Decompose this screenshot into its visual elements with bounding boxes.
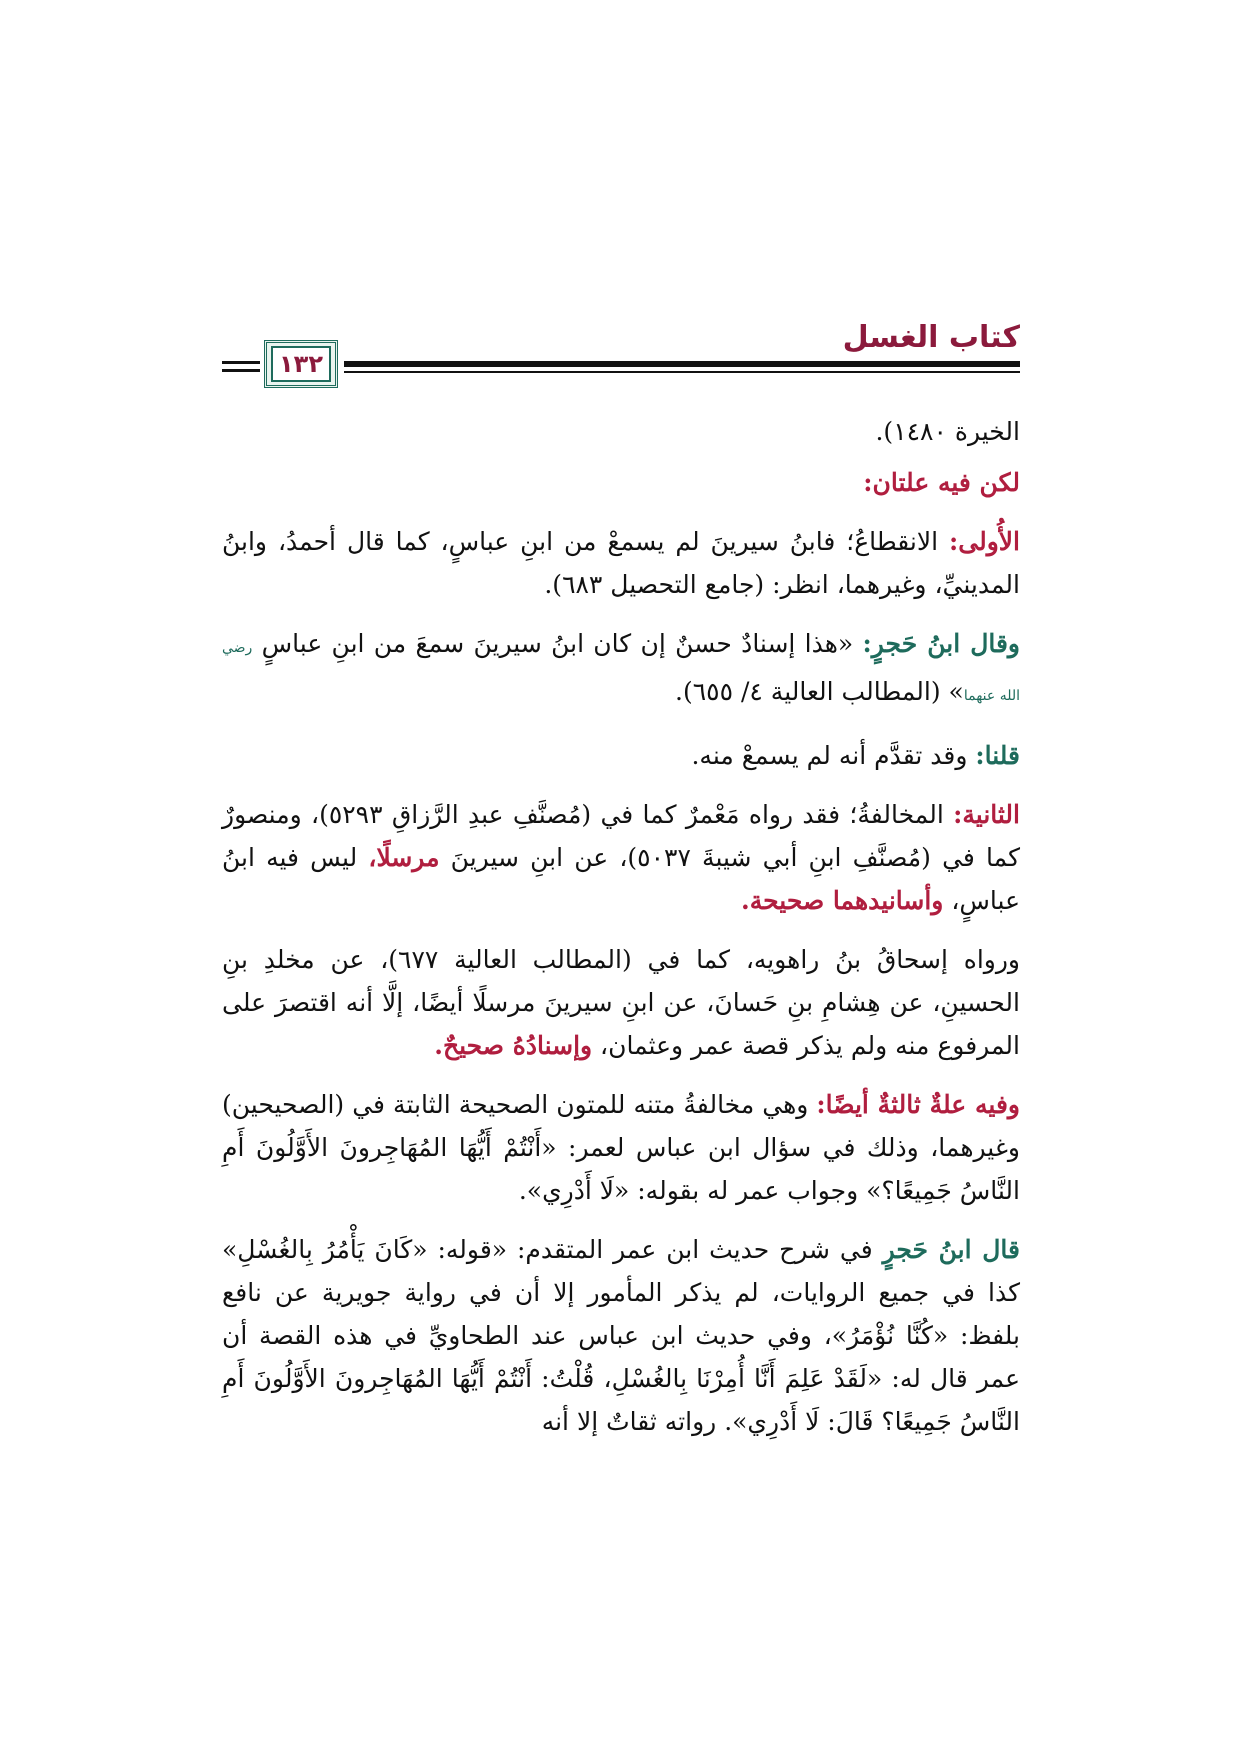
second-defect-text-2: ليس فيه ابنُ عباسٍ، — [222, 843, 1020, 915]
book-title: كتاب الغسل — [842, 320, 1020, 355]
header-rule-left-bottom — [222, 369, 260, 372]
second-defect-text-1: المخالفةُ؛ فقد رواه مَعْمرٌ كما في (مُصنَّفِ عبدِ الرَّزاقِ ٥٢٩٣)، ومنصورٌ كما في (مُصنَّفِ ابنِ أبي شيبةَ ٥٠٣٧)، عن ابنِ سيرينَ — [222, 800, 1020, 872]
page-number-badge — [264, 340, 338, 388]
page-header — [222, 318, 1020, 388]
first-defect-text: الانقطاعُ؛ فابنُ سيرينَ لم يسمعْ من ابنِ عباسٍ، كما قال أحمدُ، وابنُ المدينيِّ، وغيرهما، انظر: (جامع التحصيل ٦٨٣). — [222, 527, 1020, 599]
ibn-hajar-lead: وقال ابنُ حَجرٍ: — [862, 629, 1020, 658]
header-rule-thin — [344, 371, 1020, 373]
header-rule-left-top — [222, 361, 260, 364]
ibn-hajar-tail: » (المطالب العالية ٤/ ٦٥٥). — [675, 677, 964, 706]
paragraph-first-defect — [222, 520, 1020, 606]
paragraph-reference-tail: الخيرة ١٤٨٠). — [875, 417, 1020, 446]
ishaq-text: ورواه إسحاقُ بنُ راهويه، كما في (المطالب العالية ٦٧٧)، عن مخلدِ بنِ الحسينِ، عن هِشامِ بنِ حَسانَ، عن ابنِ سيرينَ مرسلًا أيضًا، إلَّا أنه اقتصرَ على المرفوع منه ولم يذكر قصة عمر وعثمان، — [222, 945, 1020, 1060]
ibn-hajar-commentary-lead: قال ابنُ حَجرٍ — [882, 1235, 1020, 1264]
mursal-label: مرسلًا، — [368, 843, 440, 872]
paragraph-ibn-hajar-quote — [222, 622, 1020, 718]
paragraph-ibn-hajar-commentary — [222, 1228, 1020, 1443]
section-heading-text: لكن فيه علتان: — [863, 468, 1020, 497]
we-said-text: وقد تقدَّم أنه لم يسمعْ منه. — [691, 741, 976, 770]
ibn-hajar-text: «هذا إسنادٌ حسنٌ إن كان ابنُ سيرينَ سمعَ من ابنِ عباسٍ — [261, 629, 863, 658]
header-rule-thick — [344, 361, 1020, 367]
isnad-sahih-label: وإسنادُهُ صحيحٌ. — [434, 1031, 593, 1060]
third-defect-lead: وفيه علةٌ ثالثةٌ أيضًا: — [816, 1090, 1020, 1119]
second-defect-lead: الثانية: — [953, 800, 1020, 829]
page-number-frame — [271, 346, 331, 382]
paragraph-second-defect — [222, 793, 1020, 922]
sahih-label: وأسانيدهما صحيحة. — [741, 886, 944, 915]
section-heading — [222, 461, 1020, 504]
page-number: ١٣٢ — [279, 350, 323, 378]
first-defect-lead: الأُولى: — [949, 527, 1020, 556]
paragraph-ishaq-narration — [222, 938, 1020, 1067]
ibn-hajar-commentary-text: في شرح حديث ابن عمر المتقدم: «قوله: «كَانَ يَأْمُرُ بِالغُسْلِ» كذا في جميع الروايات، لم يذكر المأمور إلا أن في رواية جويرية عن نافع بلفظ: «كُنَّا نُؤْمَرُ»، وفي حديث ابن عباس عند الطحاويِّ في هذه القصة أن عمر قال له: «لَقَدْ عَلِمَ أَنَّا أُمِرْنَا بِالغُسْلِ، قُلْتُ: أَنْتُمْ أَيُّهَا المُهَاجِرونَ الأَوَّلُونَ أَمِ النَّاسُ جَمِيعًا؟ قَالَ: لَا أَدْرِي». رواته ثقاتٌ إلا أنه — [222, 1235, 1020, 1436]
third-defect-text: وهي مخالفةُ متنه للمتون الصحيحة الثابتة في (الصحيحين) وغيرهما، وذلك في سؤال ابن عباس لعمر: «أَنْتُمْ أَيُّهَا المُهَاجِرونَ الأَوَّلُونَ أَمِ النَّاسُ جَمِيعًا؟» وجواب عمر له بقوله: «لَا أَدْرِي». — [222, 1090, 1020, 1205]
paragraph-we-said — [222, 734, 1020, 777]
page-body — [222, 410, 1020, 1459]
we-said-lead: قلنا: — [975, 741, 1020, 770]
paragraph-third-defect — [222, 1083, 1020, 1212]
honorific-glyph: رضي الله عنهما — [222, 640, 1020, 704]
